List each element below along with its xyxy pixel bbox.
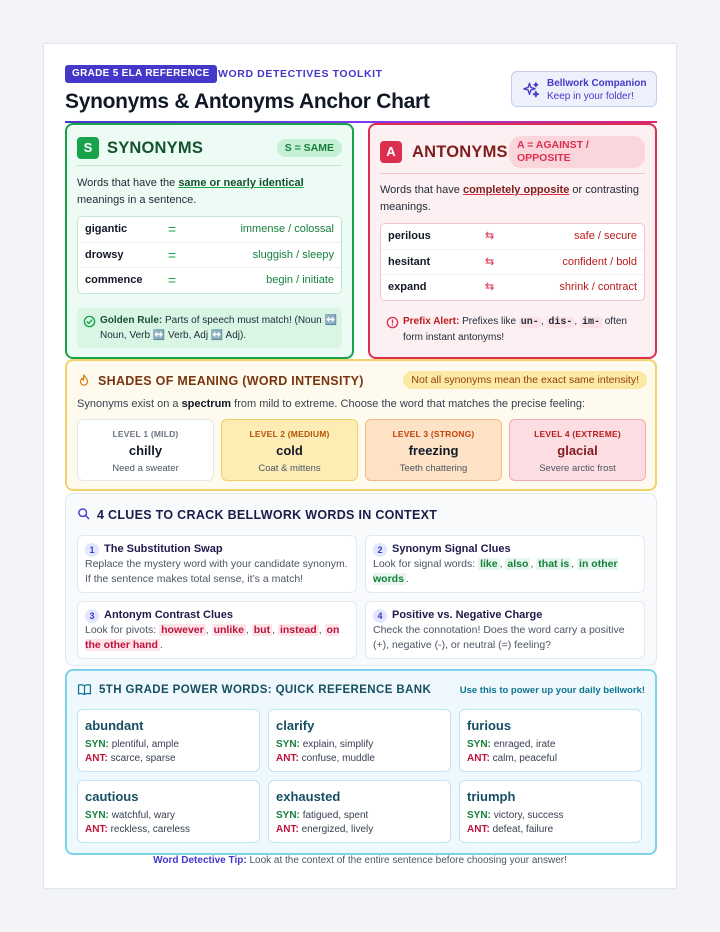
pivot-word-tag: but xyxy=(253,624,271,636)
power-word-card: furious SYN: enraged, irate ANT: calm, peaceful xyxy=(459,709,642,772)
toolkit-label: WORD DETECTIVES TOOLKIT xyxy=(218,68,383,80)
companion-badge xyxy=(511,71,657,107)
intensity-level-2: LEVEL 2 (MEDIUM) cold Coat & mittens xyxy=(221,419,358,481)
prefix-alert-callout: Prefix Alert: Prefixes like un- , dis- , im- often form instant antonyms! xyxy=(380,309,645,349)
search-icon xyxy=(77,507,90,520)
power-word-card: abundant SYN: plentiful, ample ANT: scarce, sparse xyxy=(77,709,260,772)
companion-subtitle: Keep in your folder! xyxy=(547,91,634,102)
equals-icon: = xyxy=(168,221,177,237)
intensity-level-1: LEVEL 1 (MILD) chilly Need a sweater xyxy=(77,419,214,481)
power-word-card: cautious SYN: watchful, wary ANT: reckless, careless xyxy=(77,780,260,843)
shades-description: Synonyms exist on a spectrum from mild to extreme. Choose the word that matches the precise feeling: xyxy=(77,398,586,410)
sparkles-icon xyxy=(522,81,540,99)
table-row: hesitant ⇆ confident / bold xyxy=(381,249,644,273)
prefix-code: im- xyxy=(581,317,600,328)
equals-icon: = xyxy=(168,247,177,263)
table-row: drowsy = sluggish / sleepy xyxy=(78,242,341,266)
prefix-code: dis- xyxy=(548,317,573,328)
antonyms-definition: Words that have completely opposite or contrasting meanings. xyxy=(380,184,640,213)
companion-title: Bellwork Companion xyxy=(547,78,647,89)
anchor-chart-page xyxy=(43,43,677,889)
equals-icon: = xyxy=(168,272,177,288)
synonyms-pill: S = SAME xyxy=(277,139,342,157)
shades-of-meaning-section xyxy=(65,359,657,491)
open-book-icon xyxy=(77,682,92,697)
power-words-note: Use this to power up your daily bellwork! xyxy=(459,685,645,696)
golden-rule-callout: Golden Rule: Parts of speech must match! (Noun ↔️ Noun, Verb ↔️ Verb, Adj ↔️ Adj). xyxy=(77,308,342,348)
page-title: Synonyms & Antonyms Anchor Chart xyxy=(65,90,430,113)
signal-word-tag: that is xyxy=(538,558,570,570)
antonyms-title: ANTONYMS xyxy=(412,143,508,161)
synonyms-letter-badge: S xyxy=(77,137,99,159)
antonyms-highlight: completely opposite xyxy=(462,184,570,196)
swap-arrows-icon: ⇆ xyxy=(485,256,495,268)
table-row: expand ⇆ shrink / contract xyxy=(381,274,644,298)
flame-icon xyxy=(77,373,91,388)
antonyms-letter-badge: A xyxy=(380,141,402,163)
antonyms-card xyxy=(368,123,657,359)
table-row: perilous ⇆ safe / secure xyxy=(381,224,644,248)
antonym-pairs-table xyxy=(380,223,645,301)
table-row: gigantic = immense / colossal xyxy=(78,217,341,241)
check-circle-icon xyxy=(83,315,96,328)
clue-card: 2 Synonym Signal Clues Look for signal words: like , also , that is , in other words . xyxy=(365,535,645,593)
synonyms-divider xyxy=(77,165,342,166)
swap-arrows-icon: ⇆ xyxy=(485,230,495,242)
clue-card: 1 The Substitution Swap Replace the mystery word with your candidate synonym. If the sentence makes total sense, it’s a match! xyxy=(77,535,357,593)
pivot-word-tag: however xyxy=(161,624,204,636)
swap-arrows-icon: ⇆ xyxy=(485,281,495,293)
power-word-card: exhausted SYN: fatigued, spent ANT: energized, lively xyxy=(268,780,451,843)
clue-card: 4 Positive vs. Negative Charge Check the connotation! Does the word carry a positive (+), negative (-), or neutral (=) feeling? xyxy=(365,601,645,659)
header xyxy=(65,65,657,124)
synonyms-definition: Words that have the same or nearly identical meanings in a sentence. xyxy=(77,177,304,206)
signal-word-tag: also xyxy=(507,558,529,570)
pivot-word-tag: instead xyxy=(279,624,317,636)
intensity-level-4: LEVEL 4 (EXTREME) glacial Severe arctic frost xyxy=(509,419,646,481)
synonyms-title: SYNONYMS xyxy=(107,139,204,157)
signal-word-tag: in other words xyxy=(373,558,618,585)
power-words-title: 5TH GRADE POWER WORDS: QUICK REFERENCE BANK xyxy=(99,684,432,696)
footer-tip: Word Detective Tip: Look at the context of the entire sentence before choosing your answer! xyxy=(153,855,567,866)
pivot-word-tag: on the other hand xyxy=(85,624,340,651)
synonyms-highlight: same or nearly identical xyxy=(178,177,304,189)
signal-word-tag: like xyxy=(480,558,498,570)
antonyms-pill: A = AGAINST / OPPOSITE xyxy=(509,136,645,168)
shades-note-pill: Not all synonyms mean the exact same intensity! xyxy=(403,371,647,389)
antonyms-divider xyxy=(380,173,645,174)
clue-card: 3 Antonym Contrast Clues Look for pivots: however , unlike , but , instead , on the other hand . xyxy=(77,601,357,659)
intensity-level-3: LEVEL 3 (STRONG) freezing Teeth chattering xyxy=(365,419,502,481)
power-words-section xyxy=(65,669,657,855)
power-word-card: clarify SYN: explain, simplify ANT: confuse, muddle xyxy=(268,709,451,772)
table-row: commence = begin / initiate xyxy=(78,267,341,291)
shades-title: SHADES OF MEANING (WORD INTENSITY) xyxy=(98,374,364,388)
clues-title: 4 CLUES TO CRACK BELLWORK WORDS IN CONTEXT xyxy=(97,508,438,522)
grade-badge: GRADE 5 ELA REFERENCE xyxy=(65,65,217,83)
power-word-card: triumph SYN: victory, success ANT: defeat, failure xyxy=(459,780,642,843)
pivot-word-tag: unlike xyxy=(213,624,244,636)
context-clues-section xyxy=(65,493,657,666)
synonyms-card xyxy=(65,123,354,359)
alert-circle-icon xyxy=(386,316,399,329)
prefix-code: un- xyxy=(520,317,539,328)
synonym-pairs-table xyxy=(77,216,342,294)
